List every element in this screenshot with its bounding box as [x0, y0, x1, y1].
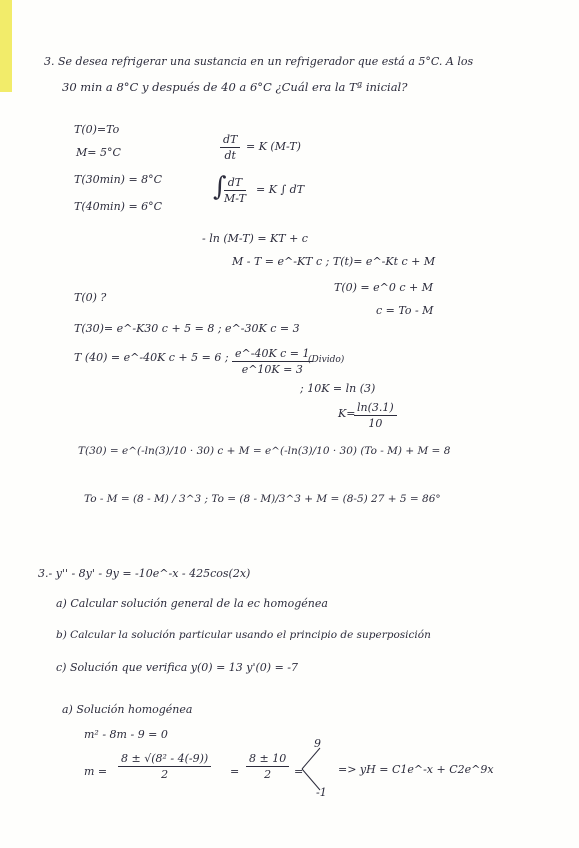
k-lhs: K=: [338, 407, 356, 420]
k-numerator: ln(3.1): [354, 401, 397, 416]
quadratic-formula: [118, 752, 211, 781]
root-simplified: [246, 752, 289, 781]
step-log: - ln (M-T) = KT + c: [202, 232, 308, 245]
problem-3-equation: 3.- y'' - 8y' - 9y = -10e^-x - 425cos(2x): [38, 567, 251, 580]
integral-sign-icon: ∫: [213, 172, 227, 202]
quadratic-denominator: 2: [161, 768, 169, 781]
divide-numerator: e^-40K c = 1: [232, 347, 313, 362]
problem-statement-line-2: 30 min a 8°C y después de 40 a 6°C ¿Cuál era la Tª inicial?: [62, 80, 408, 94]
final-substitution: T(30) = e^(-ln(3)/10 · 30) c + M = e^(-ln(3)/10 · 30) (To - M) + M = 8: [78, 445, 451, 457]
integral-numerator: dT: [224, 176, 246, 191]
characteristic-equation: m² - 8m - 9 = 0: [84, 728, 168, 741]
t0-question: T(0) ?: [74, 291, 107, 304]
highlighter-mark: [0, 0, 12, 92]
integral-denominator: M-T: [224, 192, 246, 205]
root-1: 9: [314, 737, 321, 750]
root-lhs: m =: [84, 765, 108, 778]
homogeneous-solution: => yH = C1e^-x + C2e^9x: [338, 763, 494, 776]
root-2: -1: [316, 786, 327, 799]
root-simplified-denominator: 2: [264, 768, 272, 781]
ode-denominator: dt: [224, 149, 236, 162]
problem-statement-line-1: 3. Se desea refrigerar una sustancia en un refrigerador que está a 5°C. A los: [44, 55, 474, 68]
divide-note: (Divido): [308, 355, 345, 365]
integral-fraction: [224, 176, 246, 205]
ode-rhs: = K (M-T): [246, 140, 301, 153]
eq-t30: T(30)= e^-K30 c + 5 = 8 ; e^-30K c = 3: [74, 322, 300, 335]
eq-t40: T (40) = e^-40K c + 5 = 6 ;: [74, 351, 229, 364]
ode-numerator: dT: [220, 133, 240, 148]
part-a-statement: a) Calcular solución general de la ec homogénea: [56, 597, 328, 610]
part-b-statement: b) Calcular la solución particular usando el principio de superposición: [56, 629, 431, 641]
given-t30: T(30min) = 8°C: [74, 173, 163, 186]
k-denominator: 10: [368, 417, 383, 430]
given-t40: T(40min) = 6°C: [74, 200, 163, 213]
part-c-statement: c) Solución que verifica y(0) = 13 y'(0) = -7: [56, 661, 299, 674]
quadratic-numerator: 8 ± √(8² - 4(-9)): [118, 752, 211, 767]
eq-10k: ; 10K = ln (3): [300, 382, 376, 395]
k-fraction: [354, 401, 397, 430]
divide-denominator: e^10K = 3: [241, 363, 303, 376]
homogeneous-heading: a) Solución homogénea: [62, 703, 193, 716]
step-exp: M - T = e^-KT c ; T(t)= e^-Kt c + M: [232, 255, 436, 268]
divide-fraction: [232, 347, 313, 376]
equals-sign-2: =: [294, 765, 304, 778]
final-result: To - M = (8 - M) / 3^3 ; To = (8 - M)/3^3 + M = (8-5) 27 + 5 = 86°: [84, 493, 441, 505]
step-t0: T(0) = e^0 c + M: [334, 281, 433, 294]
given-m: M= 5°C: [76, 146, 121, 159]
step-c: c = To - M: [376, 304, 434, 317]
root-simplified-numerator: 8 ± 10: [246, 752, 289, 767]
integral-rhs: = K ∫ dT: [256, 183, 305, 196]
given-t0: T(0)=To: [74, 123, 120, 136]
equals-sign: =: [230, 765, 240, 778]
ode-fraction: [220, 133, 240, 162]
